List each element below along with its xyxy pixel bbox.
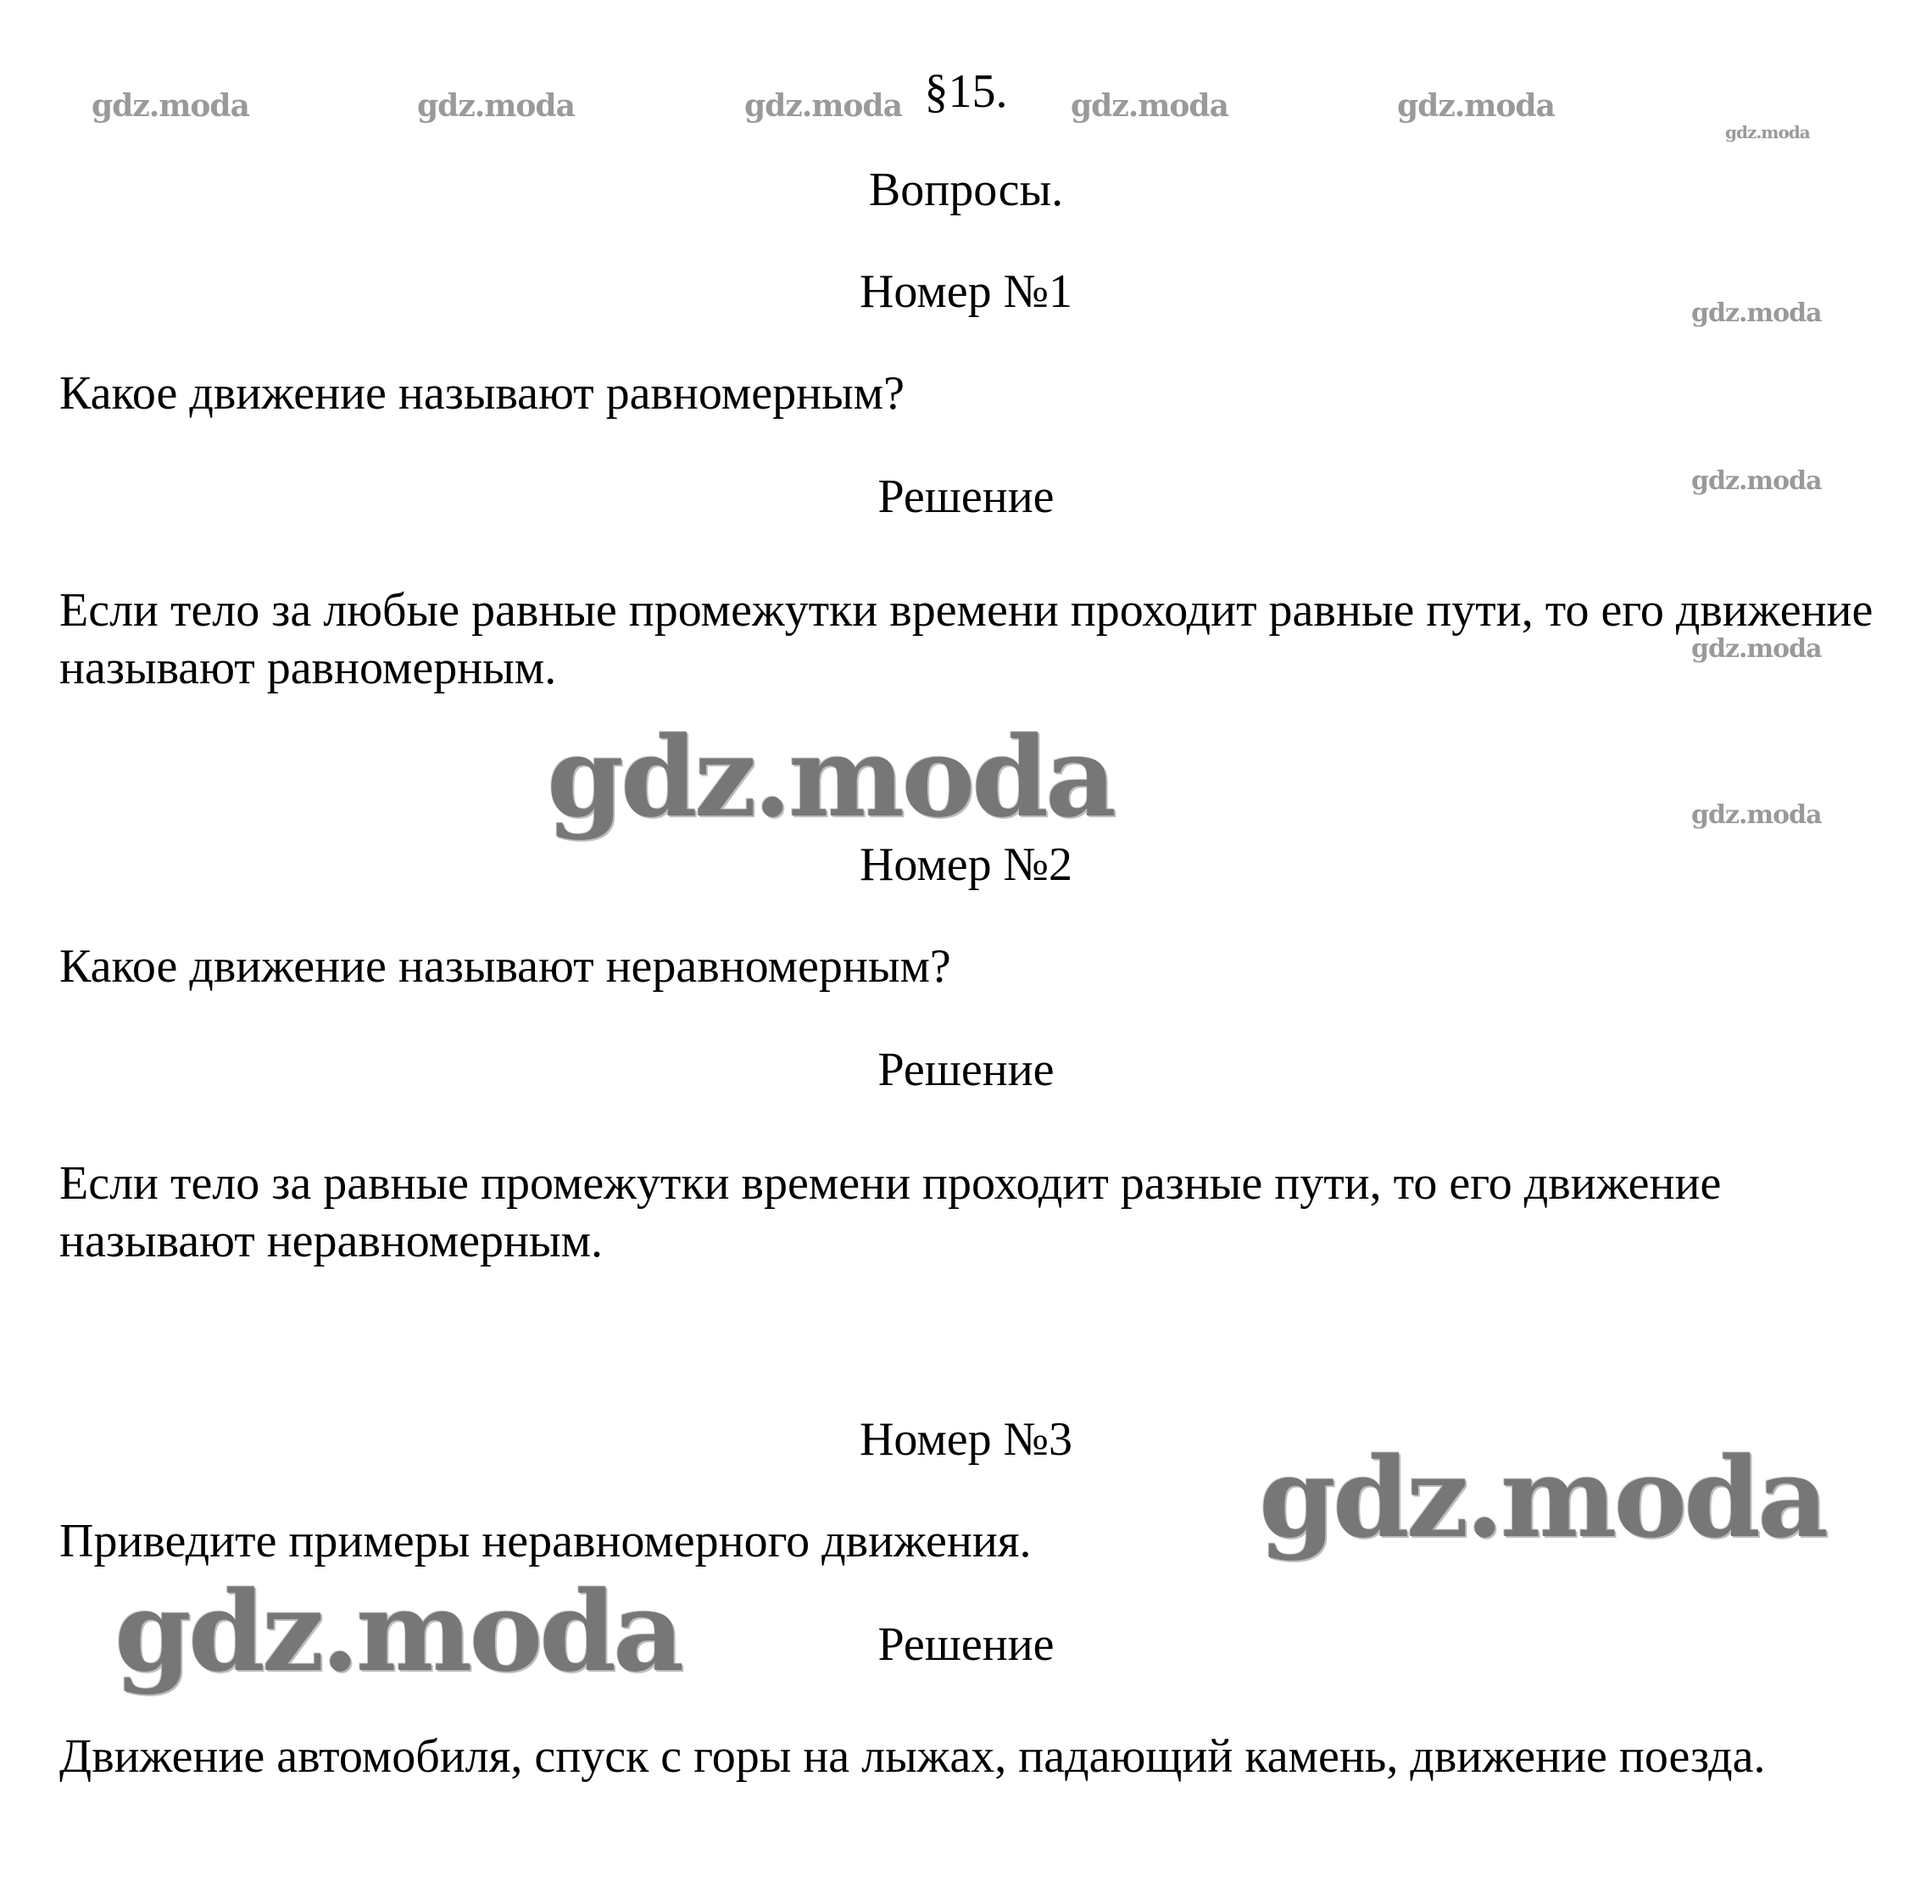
question-number: Номер №2 — [859, 838, 1073, 891]
question-number: Номер №1 — [859, 265, 1073, 318]
section-subtitle: Вопросы. — [868, 164, 1064, 216]
watermark: gdz.moda — [92, 88, 249, 124]
answer-text: Если тело за любые равные промежутки времени проходит равные пути, то его движение называют равномерным. — [59, 584, 1874, 694]
question-number: Номер №3 — [859, 1413, 1073, 1466]
question-text: Приведите примеры неравномерного движения. — [59, 1515, 1032, 1567]
section-title: §15. — [924, 65, 1008, 118]
watermark: gdz.moda — [1691, 800, 1822, 830]
question-text: Какое движение называют неравномерным? — [59, 940, 951, 993]
answer-text: Движение автомобиля, спуск с горы на лыжах, падающий камень, движение поезда. — [59, 1730, 1766, 1783]
watermark: gdz.moda — [1691, 634, 1822, 664]
question-text: Какое движение называют равномерным? — [59, 367, 905, 420]
watermark-large: gdz.moda — [114, 1567, 682, 1696]
watermark: gdz.moda — [744, 88, 902, 124]
watermark: gdz.moda — [1691, 466, 1822, 496]
watermark-large: gdz.moda — [547, 712, 1114, 842]
watermark: gdz.moda — [1071, 88, 1228, 124]
watermark-large: gdz.moda — [1259, 1433, 1826, 1562]
watermark: gdz.moda — [417, 88, 575, 124]
answer-text: Если тело за равные промежутки времени проходит разные пути, то его движение называют неравномерным. — [59, 1157, 1722, 1267]
solution-label: Решение — [877, 470, 1055, 523]
watermark: gdz.moda — [1691, 298, 1822, 328]
watermark: gdz.moda — [1397, 88, 1555, 124]
solution-label: Решение — [877, 1044, 1055, 1096]
watermark: gdz.moda — [1725, 122, 1810, 142]
solution-label: Решение — [877, 1618, 1055, 1671]
